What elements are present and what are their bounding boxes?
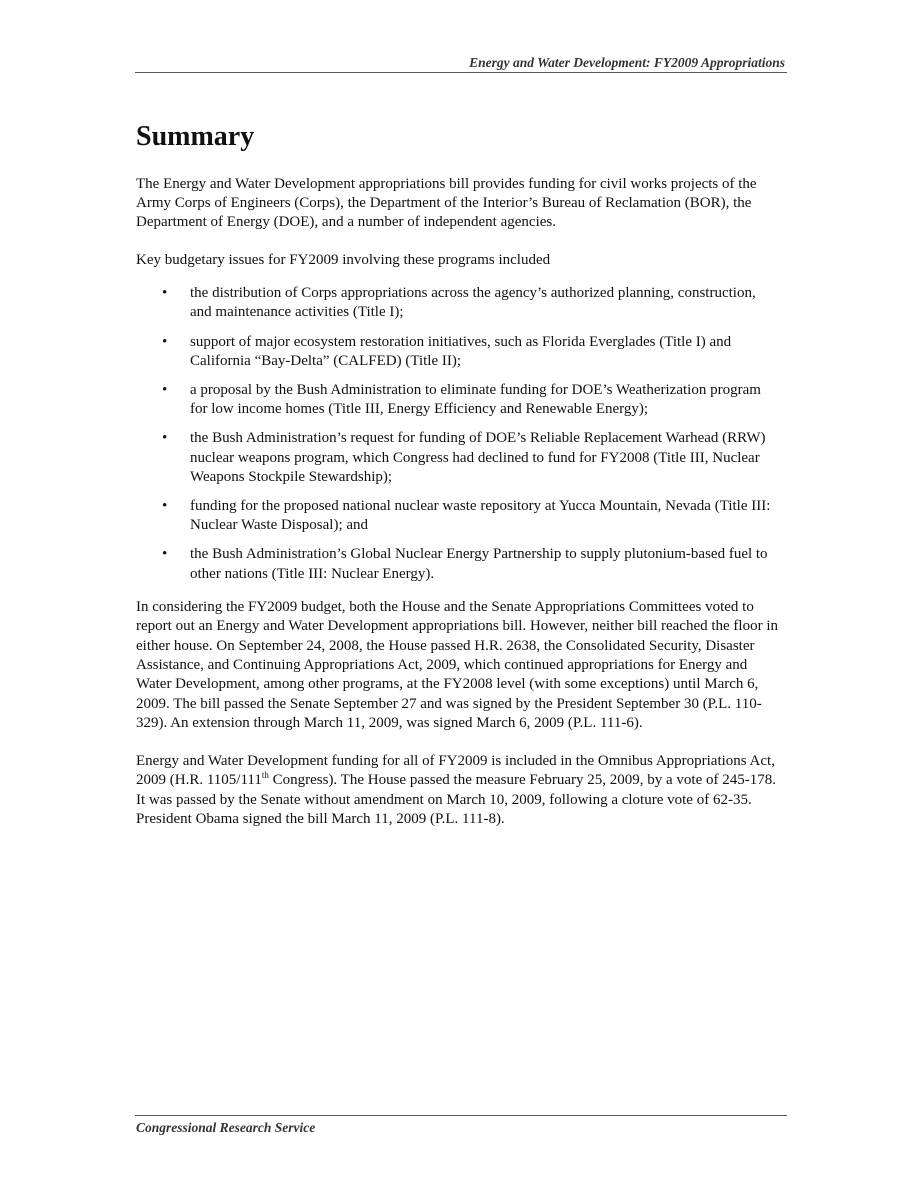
omnibus-text-start: Energy and Water Development funding for all of FY2009 is included in the Omnibus Appropriations Act, 2009 (H.R. 1105/111 <box>136 752 775 789</box>
bullet-icon: • <box>162 285 168 302</box>
list-item-text: a proposal by the Bush Administration to eliminate funding for DOE’s Weatherization program for low income homes (Title III, Energy Efficiency and Renewable Energy); <box>190 382 761 418</box>
list-item <box>162 545 781 583</box>
summary-section <box>136 120 781 847</box>
list-item <box>162 497 781 535</box>
list-item <box>162 333 781 371</box>
bullet-icon: • <box>162 430 168 447</box>
list-item <box>162 429 781 487</box>
section-heading: Summary <box>136 121 255 152</box>
considering-paragraph: In considering the FY2009 budget, both the House and the Senate Appropriations Committees voted to report out an Energy and Water Development appropriations bill. However, neither bill reached the floor in either house. On September 24, 2008, the House passed H.R. 2638, the Consolidated Security, Disaster Assistance, and Continuing Appropriations Act, 2009, which continued appropriations for Energy and Water Development, among other programs, at the FY2008 level (with some exceptions) until March 6, 2009. The bill passed the Senate September 27 and was signed by the President September 30 (P.L. 110-329). An extension through March 11, 2009, was signed March 6, 2009 (P.L. 111-6). <box>136 598 779 732</box>
list-item-text: support of major ecosystem restoration initiatives, such as Florida Everglades (Title I) and California “Bay-Delta” (CALFED) (Title II); <box>190 333 732 369</box>
ordinal-superscript: th <box>261 770 269 781</box>
bullet-icon: • <box>162 382 168 399</box>
bullet-icon: • <box>162 333 168 350</box>
omnibus-text-end: Congress). The House passed the measure February 25, 2009, by a vote of 245-178. It was passed by the Senate without amendment on March 10, 2009, following a cloture vote of 62-35. President Obama signed the bill March 11, 2009 (P.L. 111-8). <box>136 772 776 827</box>
list-item-text: the Bush Administration’s request for funding of DOE’s Reliable Replacement Warhead (RRW) nuclear weapons program, which Congress had declined to fund for FY2008 (Title III, Nuclear Weapons Stockpile Stewardship); <box>190 430 766 485</box>
list-item-text: the Bush Administration’s Global Nuclear Energy Partnership to supply plutonium-based fuel to other nations (Title III: Nuclear Energy). <box>190 546 768 582</box>
running-footer: Congressional Research Service <box>136 1120 316 1135</box>
header-rule <box>135 72 787 73</box>
omnibus-paragraph <box>136 752 781 830</box>
list-item-text: the distribution of Corps appropriations across the agency’s authorized planning, construction, and maintenance activities (Title I); <box>190 285 756 321</box>
list-item-text: funding for the proposed national nuclear waste repository at Yucca Mountain, Nevada (Title III: Nuclear Waste Disposal); and <box>190 498 771 534</box>
bullet-icon: • <box>162 498 168 515</box>
key-issues-list <box>136 284 781 584</box>
footer-rule <box>135 1115 787 1116</box>
key-issues-lead: Key budgetary issues for FY2009 involving these programs included <box>136 251 551 268</box>
list-item <box>162 284 781 322</box>
intro-paragraph: The Energy and Water Development appropriations bill provides funding for civil works projects of the Army Corps of Engineers (Corps), the Department of the Interior’s Bureau of Reclamation (BOR), the Department of Energy (DOE), and a number of independent agencies. <box>136 175 757 231</box>
bullet-icon: • <box>162 546 168 563</box>
running-header: Energy and Water Development: FY2009 Appropriations <box>469 55 785 70</box>
list-item <box>162 381 781 419</box>
